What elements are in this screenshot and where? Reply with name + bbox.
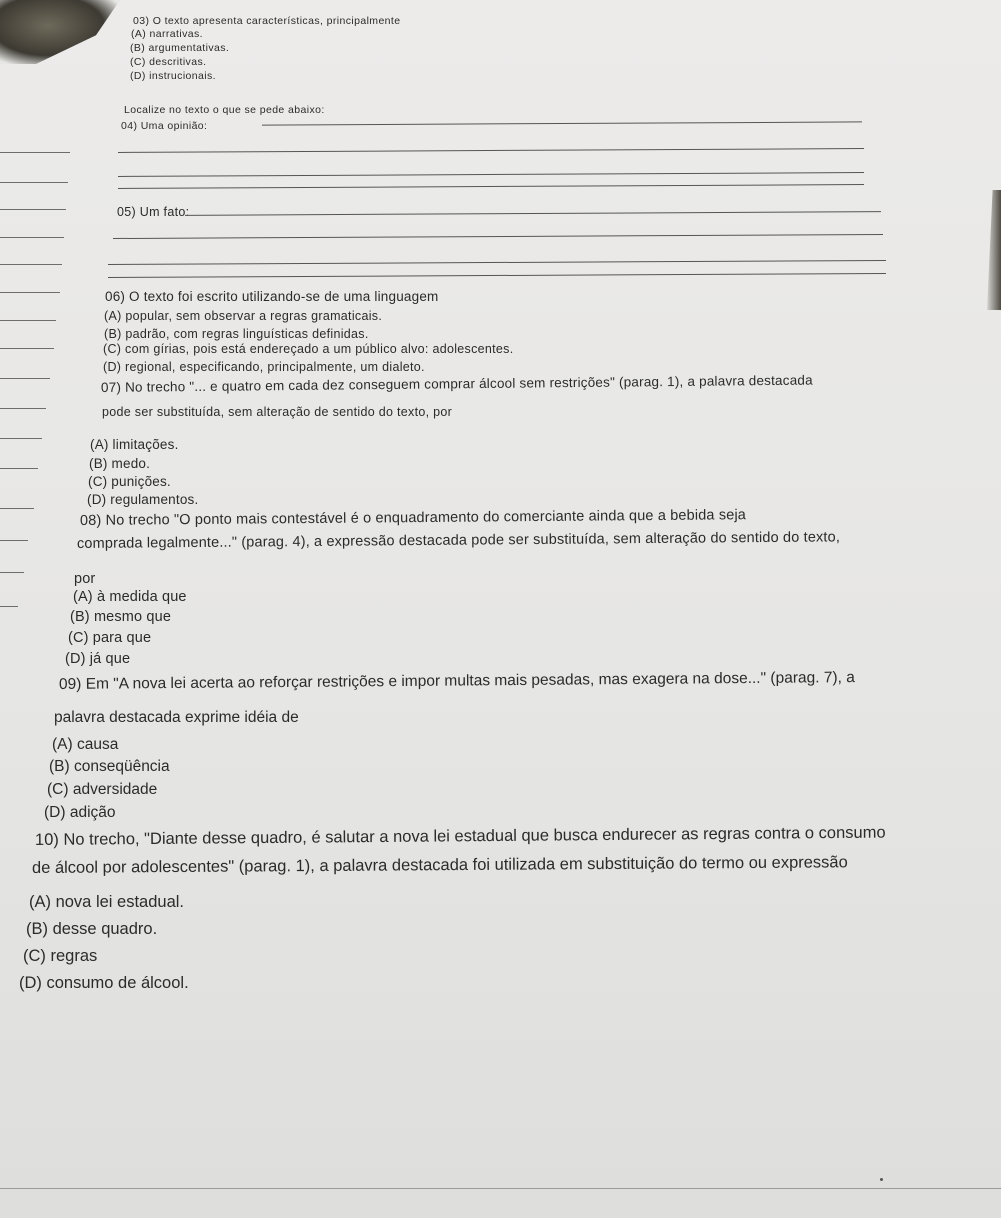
q10-option-c: (C) regras [23,947,98,965]
q10-option-b: (B) desse quadro. [26,920,158,938]
answer-line [108,273,886,278]
q08-option-c: (C) para que [68,630,152,646]
q09-stem-line1: 09) Em "A nova lei acerta ao reforçar restrições e impor multas mais pesadas, mas exagera na dose..." (parag. 7), a [58,669,855,693]
page-bottom-edge [0,1188,1001,1189]
margin-line [0,152,70,153]
margin-line [0,292,60,293]
q10-option-a: (A) nova lei estadual. [29,893,185,911]
q09-option-d: (D) adição [44,804,116,821]
q09-option-a: (A) causa [52,736,119,753]
ink-dot [880,1178,883,1181]
margin-line [0,408,46,409]
margin-line [0,468,38,469]
margin-line [0,209,66,210]
q07-stem-line1: 07) No trecho "... e quatro em cada dez conseguem comprar álcool sem restrições" (parag. 1), a palavra destacada [100,372,813,395]
q07-option-a: (A) limitações. [90,437,179,452]
answer-line [118,148,864,153]
q05-stem: 05) Um fato: [117,205,190,219]
q10-option-d: (D) consumo de álcool. [19,974,189,992]
answer-line [185,211,881,216]
q09-option-c: (C) adversidade [47,781,158,798]
q08-option-a: (A) à medida que [73,589,187,605]
margin-line [0,264,62,265]
q06-option-b: (B) padrão, com regras linguísticas definidas. [104,327,369,341]
background-object-right [987,190,1001,310]
q08-option-b: (B) mesmo que [70,609,172,625]
q08-stem-line1: 08) No trecho "O ponto mais contestável é o enquadramento do comerciante ainda que a bebida seja [79,507,747,529]
q07-option-c: (C) punições. [88,474,171,489]
q10-stem-line1: 10) No trecho, "Diante desse quadro, é salutar a nova lei estadual que busca endurecer as regras contra o consumo [34,823,886,849]
q06-option-c: (C) com gírias, pois está endereçado a um público alvo: adolescentes. [103,342,514,356]
q03-option-d: (D) instrucionais. [130,70,216,82]
background-object [0,0,120,64]
q03-option-a: (A) narrativas. [131,28,203,40]
q04-stem: 04) Uma opinião: [121,120,208,132]
locate-instruction: Localize no texto o que se pede abaixo: [124,104,325,116]
q08-stem-line3: por [74,571,96,587]
q09-stem-line2: palavra destacada exprime idéia de [54,709,299,726]
q08-stem-line2: comprada legalmente..." (parag. 4), a expressão destacada pode ser substituída, sem alteração do sentido do texto, [76,529,841,552]
q08-option-d: (D) já que [65,651,131,667]
q06-option-a: (A) popular, sem observar a regras gramaticais. [104,309,383,323]
answer-line [108,260,886,265]
answer-line [118,184,864,189]
margin-line [0,572,24,573]
answer-line [113,234,883,239]
answer-line [118,172,864,177]
margin-line [0,182,68,183]
answer-line [262,121,862,125]
q07-option-d: (D) regulamentos. [87,492,199,507]
q10-stem-line2: de álcool por adolescentes" (parag. 1), a palavra destacada foi utilizada em substituição do termo ou expressão [31,853,848,877]
margin-line [0,320,56,321]
margin-line [0,606,18,607]
margin-line [0,438,42,439]
margin-line [0,540,28,541]
q03-option-c: (C) descritivas. [130,56,207,68]
margin-line [0,348,54,349]
margin-line [0,237,64,238]
q06-option-d: (D) regional, especificando, principalmente, um dialeto. [103,360,425,374]
q09-option-b: (B) conseqüência [49,758,170,775]
q03-stem: 03) O texto apresenta características, principalmente [133,15,401,27]
margin-line [0,378,50,379]
q06-stem: 06) O texto foi escrito utilizando-se de uma linguagem [105,289,439,304]
q07-stem-line2: pode ser substituída, sem alteração de sentido do texto, por [102,405,453,419]
q07-option-b: (B) medo. [89,456,151,471]
q03-option-b: (B) argumentativas. [130,42,230,54]
margin-line [0,508,34,509]
